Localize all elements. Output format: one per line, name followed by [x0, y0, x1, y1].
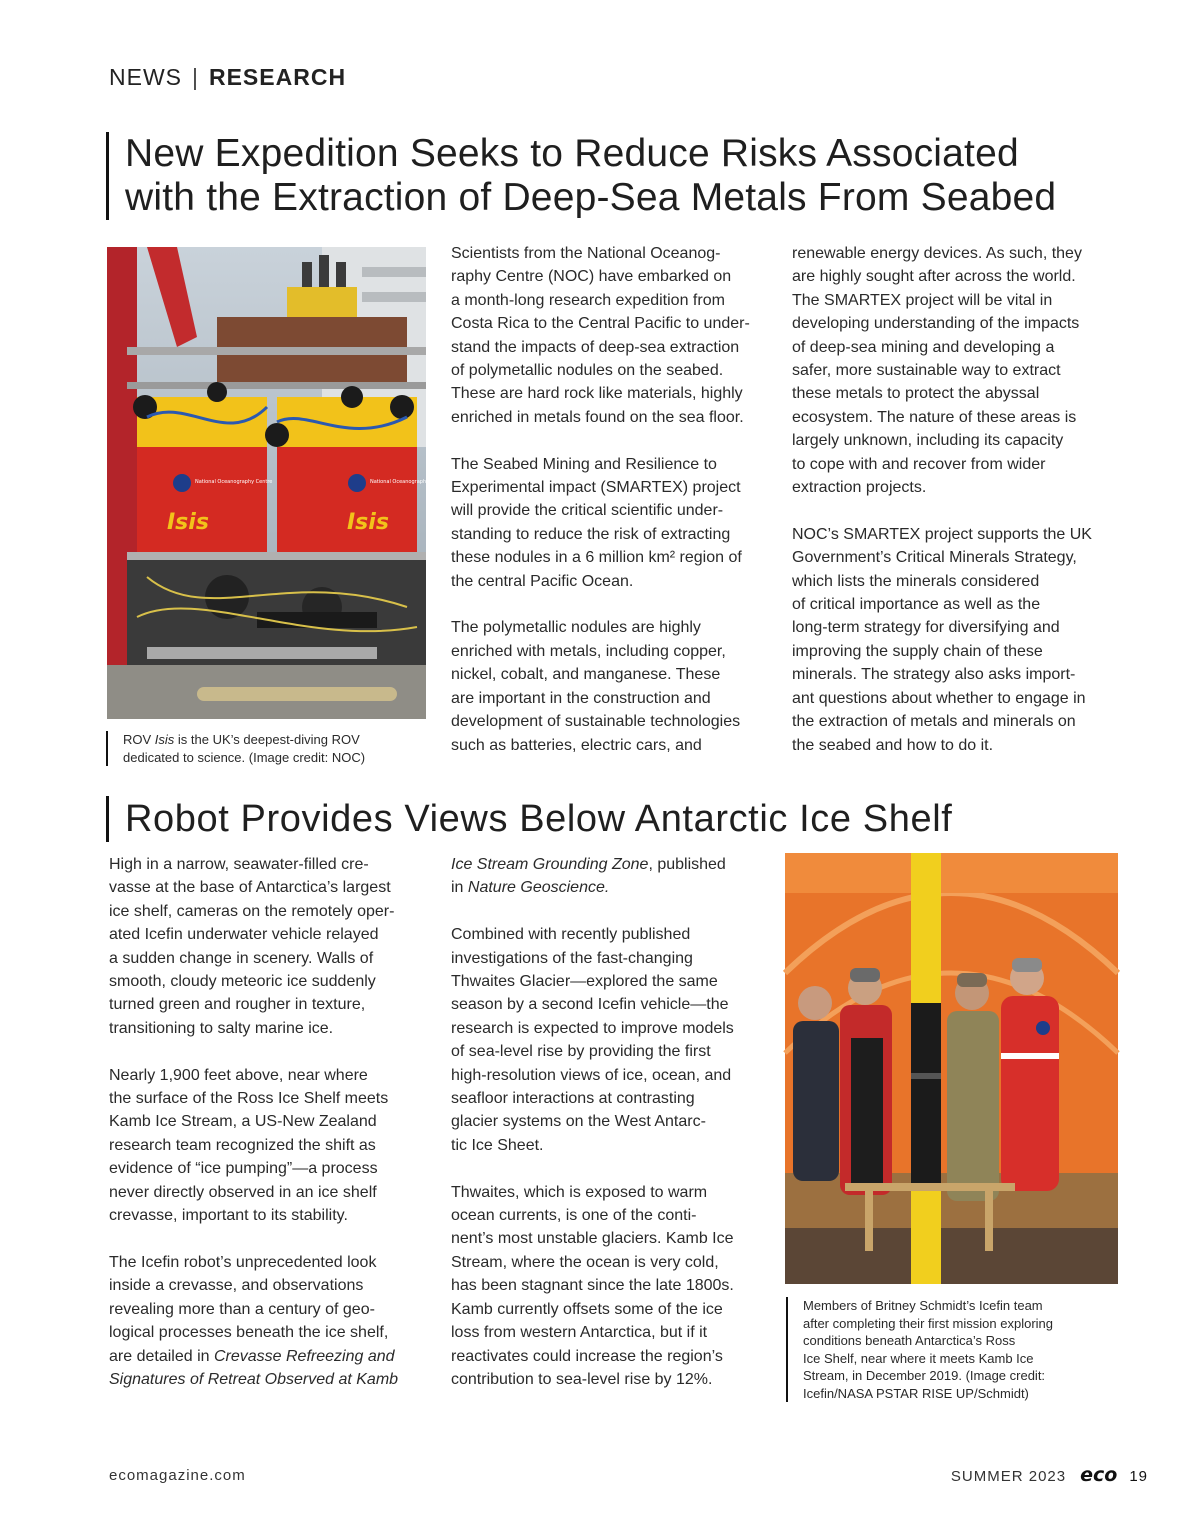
headline-line: New Expedition Seeks to Reduce Risks Associated	[125, 132, 1019, 175]
paragraph: High in a narrow, seawater-filled cre- vasse at the base of Antarctica’s largest ice shelf, cameras on the remotely oper- ated Icefin underwater vehicle relayed a sudden change in scenery. Walls of smooth, cloudy meteoric ice suddenly turned green and rougher in texture, transitioning to salty marine ice.	[109, 856, 395, 1037]
caption-line: Stream, in December 2019. (Image credit:	[803, 1368, 1046, 1383]
footer-issue-info	[951, 1464, 1148, 1486]
headline-line: Robot Provides Views Below Antarctic Ice Shelf	[125, 798, 953, 840]
article2-headline	[106, 796, 1125, 842]
caption-line: Icefin/NASA PSTAR RISE UP/Schmidt)	[803, 1385, 1029, 1401]
section-separator: |	[192, 64, 199, 90]
article2-column-2	[451, 853, 771, 1391]
isis-logo-left: Isis	[167, 510, 209, 535]
caption-line: after completing their first mission exploring	[803, 1315, 1053, 1331]
article2-column-1	[109, 853, 439, 1391]
paragraph: Ice Stream Grounding Zone, published in Nature Geoscience.	[451, 856, 726, 897]
rov-isis-photo	[107, 247, 448, 719]
footer-website: ecomagazine.com	[109, 1467, 246, 1484]
eco-logo: eco	[1080, 1464, 1118, 1486]
headline-line: with the Extraction of Deep-Sea Metals From Seabed	[125, 176, 1057, 219]
section-tag	[109, 64, 346, 91]
paragraph: NOC’s SMARTEX project supports the UK Government’s Critical Minerals Strategy, which lists the minerals considered of critical importance as well as the long-term strategy for diversifying and improving the supply chain of these minerals. The strategy also asks import- ant questions about whether to engage in the extraction of metals and minerals on the seabed and how to do it.	[792, 525, 1092, 754]
article1-column-2	[792, 242, 1122, 757]
paragraph: Thwaites, which is exposed to warm ocean currents, is one of the conti- nent’s most unstable glaciers. Kamb Ice Stream, where the ocean is very cold, has been stagnant since the late 1800s. Kamb currently offsets some of the ice loss from western Antarctica, but if it reactivates could increase the region’s contribution to sea-level rise by 12%.	[451, 1183, 734, 1388]
paragraph: renewable energy devices. As such, they are highly sought after across the world. The SMARTEX project will be vital in developing understanding of the impacts of deep-sea mining and developing a safer, more sustainable way to extract these metals to protect the abyssal ecosystem. The nature of these areas is largely unknown, including its capacity to cope with and recover from wider extraction projects.	[792, 245, 1082, 497]
footer-issue: SUMMER 2023	[950, 1468, 1067, 1485]
article1-headline	[106, 132, 1125, 220]
section-label: NEWS	[109, 64, 182, 90]
article1-caption	[106, 731, 428, 766]
article1-column-1	[451, 242, 771, 757]
paragraph: Combined with recently published investigations of the fast-changing Thwaites Glacier—explored the same season by a second Icefin vehicle—the research is expected to improve models of sea-level rise by providing the first high-resolution views of ice, ocean, and seafloor interactions at contrasting glacier systems on the West Antarc- tic Ice Sheet.	[451, 926, 734, 1154]
paragraph: The polymetallic nodules are highly enriched with metals, including copper, nickel, cobalt, and manganese. These are important in the construction and development of sustainable technologies such as batteries, electric cars, and	[451, 619, 741, 754]
caption-line: conditions beneath Antarctica’s Ross	[803, 1333, 1016, 1348]
paragraph: Nearly 1,900 feet above, near where the surface of the Ross Ice Shelf meets Kamb Ice Stream, a US-New Zealand research team recognized the shift as evidence of “ice pumping”—a process never directly observed in an ice shelf crevasse, important to its stability.	[109, 1066, 389, 1225]
caption-line: ROV Isis is the UK’s deepest-diving ROV	[123, 732, 360, 747]
article2-caption	[786, 1297, 1123, 1402]
caption-line: Ice Shelf, near where it meets Kamb Ice	[803, 1350, 1034, 1366]
isis-logo-right: Isis	[347, 510, 389, 535]
category-label: RESEARCH	[208, 64, 347, 90]
paragraph: Scientists from the National Oceanog- raphy Centre (NOC) have embarked on a month-long research expedition from Costa Rica to the Central Pacific to under- stand the impacts of deep-sea extraction of polymetallic nodules on the seabed. These are hard rock like materials, highly enriched in metals found on the sea floor.	[451, 245, 750, 426]
paragraph: The Icefin robot’s unprecedented look inside a crevasse, and observations revealing more than a century of geo- logical processes beneath the ice shelf, are detailed in Crevasse Refreezing and Signatures of Retreat Observed at Kamb	[109, 1253, 399, 1388]
caption-line: Members of Britney Schmidt’s Icefin team	[803, 1298, 1043, 1313]
paragraph: The Seabed Mining and Resilience to Experimental impact (SMARTEX) project will provide the critical scientific under- standing to reduce the risk of extracting these nodules in a 6 million km² region of the central Pacific Ocean.	[451, 455, 742, 590]
icefin-team-photo	[785, 853, 1118, 1284]
page-number: 19	[1129, 1468, 1148, 1485]
caption-line: dedicated to science. (Image credit: NOC)	[123, 749, 366, 765]
noc-label-left: National Oceanography Centre	[195, 479, 273, 485]
noc-label-right: National Oceanography Centre	[370, 479, 448, 485]
